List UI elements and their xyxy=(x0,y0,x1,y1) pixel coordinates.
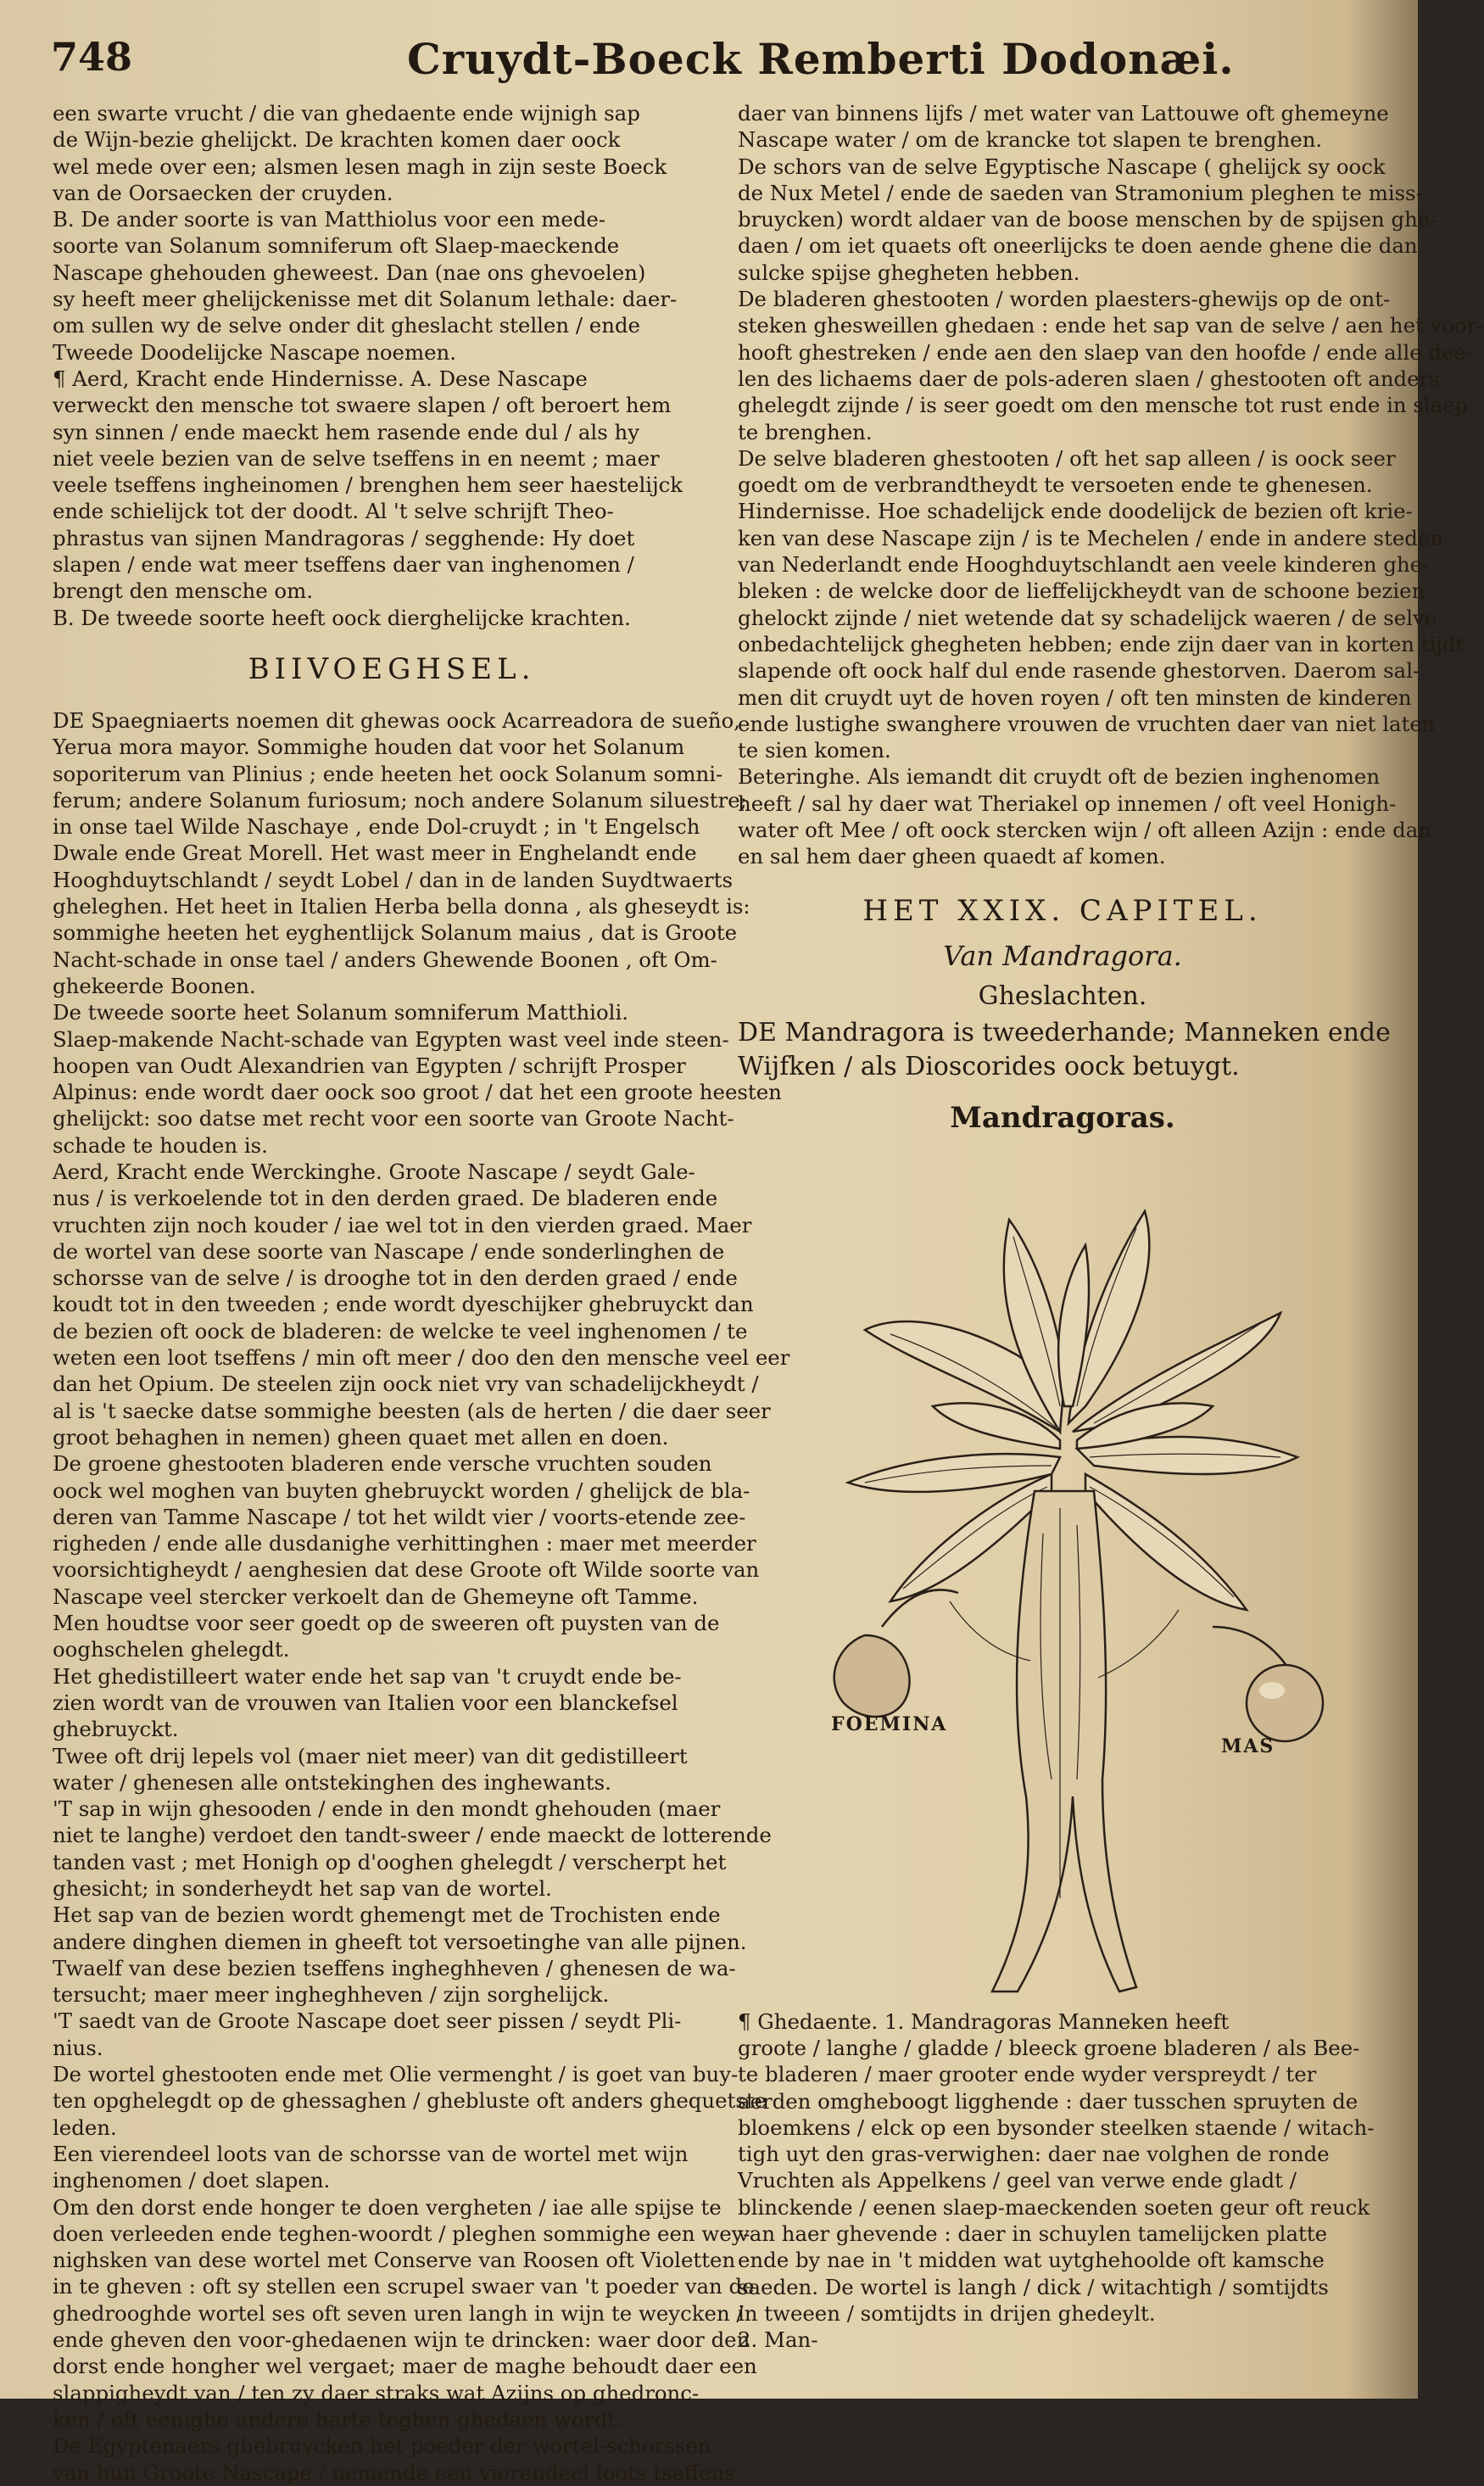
text-line: schorsse van de selve / is drooghe tot in den derden graed / ende xyxy=(53,1265,738,1291)
text-line: daen / om iet quaets oft oneerlijcks te doen aende ghene die dan xyxy=(738,233,1418,259)
text-line: in onse tael Wilde Naschaye , ende Dol-cruydt ; in 't Engelsch xyxy=(53,814,700,840)
text-line: ende gheven den voor-ghedaenen wijn te drincken: waer door den xyxy=(53,2327,750,2353)
figure-label-male: MAS xyxy=(1221,1735,1275,1757)
text-line: De groene ghestooten bladeren ende versche vruchten souden xyxy=(53,1451,712,1477)
text-line: Nascape ghehouden gheweest. Dan (nae ons ghevoelen) xyxy=(53,260,646,285)
text-line: koudt tot in den tweeden ; ende wordt dyeschijker ghebruyckt dan xyxy=(53,1292,754,1317)
text-line: steken ghesweillen ghedaen : ende het sap van de selve / aen het voor- xyxy=(738,313,1484,338)
text-line: ende lustighe swanghere vrouwen de vruchten daer van niet laten xyxy=(738,711,1436,736)
text-line: te bladeren / maer grooter ende wyder verspreydt / ter xyxy=(738,2062,1317,2087)
text-line: sulcke spijse ghegheten hebben. xyxy=(738,260,1080,285)
text-line: Beteringhe. Als iemandt dit cruydt oft de bezien inghenomen xyxy=(738,764,1381,790)
text-line: dorst ende hongher wel vergaet; maer de maghe behoudt daer een xyxy=(53,2354,757,2379)
text-line: hooft ghestreken / ende aen den slaep van den hoofde / ende alle dee- xyxy=(738,339,1474,365)
text-line: Het ghedistilleert water ende het sap van 't cruydt ende be- xyxy=(53,1663,682,1689)
text-line: een swarte vrucht / die van ghedaente ende wijnigh sap xyxy=(53,101,640,126)
chapter-title: Van Mandragora. xyxy=(943,939,1182,972)
text-line: heeft / sal hy daer wat Theriakel op innemen / oft veel Honigh- xyxy=(738,790,1397,816)
text-line: ten opghelegdt op de ghessaghen / ghebluste oft anders ghequetste xyxy=(53,2088,767,2114)
text-line: bruycken) wordt aldaer van de boose menschen by de spijsen ghe- xyxy=(738,207,1437,232)
text-line: ¶ Ghedaente. 1. Mandragoras Manneken heeft xyxy=(738,2008,1230,2034)
text-line: De bladeren ghestooten / worden plaesters-ghewijs op de ont- xyxy=(738,287,1391,312)
text-line: soorte van Solanum somniferum oft Slaep-maeckende xyxy=(53,233,620,259)
text-line: veele tseffens ingheinomen / brenghen hem seer haestelijck xyxy=(53,472,683,498)
right-text-top xyxy=(738,100,1484,870)
text-line: slapende oft oock half dul ende rasende ghestorven. Daerom sal- xyxy=(738,658,1420,684)
dropcap-paragraph xyxy=(738,1016,1391,1084)
text-line: bloemkens / elck op een bysonder steelken staende / witach- xyxy=(738,2114,1375,2140)
text-line: groot behaghen in nemen) gheen quaet met allen en doen. xyxy=(53,1424,669,1450)
text-line: 'T sap in wijn ghesooden / ende in den mondt ghehouden (maer xyxy=(53,1796,721,1822)
text-line: Om den dorst ende honger te doen vergheten / iae alle spijse te xyxy=(53,2194,722,2220)
left-text-top xyxy=(53,100,731,631)
text-line: hoopen van Oudt Alexandrien van Egypten / schrijft Prosper xyxy=(53,1053,686,1078)
text-line: DE Mandragora is tweederhande; Manneken ende xyxy=(738,1017,1391,1047)
text-line: De selve bladeren ghestooten / oft het sap alleen / is oock seer xyxy=(738,445,1396,471)
text-line: leden. xyxy=(53,2114,117,2140)
text-line: te brenghen. xyxy=(738,419,873,444)
text-line: Aerd, Kracht ende Werckinghe. Groote Nascape / seydt Gale- xyxy=(53,1159,695,1184)
text-line: slappigheydt van / ten zy daer straks wat Azijns op ghedronc- xyxy=(53,2380,700,2405)
text-line: deren van Tamme Nascape / tot het wildt vier / voorts-etende zee- xyxy=(53,1504,746,1529)
text-line: Twaelf van dese bezien tseffens ingheghheven / ghenesen de wa- xyxy=(53,1955,736,1980)
text-line: Twee oft drij lepels vol (maer niet meer) van dit gedistilleert xyxy=(53,1743,688,1768)
text-line: groote / langhe / gladde / bleeck groene bladeren / als Bee- xyxy=(738,2035,1360,2060)
text-line: Nacht-schade in onse tael / anders Ghewende Boonen , oft Om- xyxy=(53,947,717,972)
text-line: tigh uyt den gras-verwighen: daer nae volghen de ronde xyxy=(738,2142,1330,2167)
text-line: in te gheven : oft sy stellen een scrupel swaer van 't poeder van de xyxy=(53,2274,755,2299)
text-line: doen verleeden ende teghen-woordt / pleghen sommighe een wey- xyxy=(53,2221,750,2246)
text-line: nighsken van dese wortel met Conserve van Roosen oft Violetten xyxy=(53,2248,736,2273)
text-line: ferum; andere Solanum furiosum; noch andere Solanum siluestre; xyxy=(53,787,747,813)
text-line: niet veele bezien van de selve tseffens in en neemt ; maer xyxy=(53,445,660,471)
text-line: Tweede Doodelijcke Nascape noemen. xyxy=(53,339,456,365)
text-line: Yerua mora mayor. Sommighe houden dat voor het Solanum xyxy=(53,735,685,760)
text-line: vruchten zijn noch kouder / iae wel tot in den vierden graed. Maer xyxy=(53,1212,752,1237)
text-line: ooghschelen ghelegdt. xyxy=(53,1637,290,1662)
chapter-heading: HET XXIX. CAPITEL. xyxy=(862,893,1263,928)
text-line: phrastus van sijnen Mandragoras / segghende: Hy doet xyxy=(53,525,635,550)
text-line: De Egyptenaers ghebruycken het poeder der wortel-schorssen xyxy=(53,2433,711,2459)
text-line: sy heeft meer ghelijckenisse met dit Solanum lethale: daer- xyxy=(53,287,678,312)
text-line: van hun Groote Nascape / nemende een vierendeel loots tseffens xyxy=(53,2460,735,2485)
text-line: Alpinus: ende wordt daer oock soo groot / dat het een groote heesten xyxy=(53,1080,782,1105)
text-line: Dwale ende Great Morell. Het wast meer in Enghelandt ende xyxy=(53,841,697,866)
text-line: tersucht; maer meer ingheghheven / zijn sorghelijck. xyxy=(53,1982,610,2008)
text-line: de Nux Metel / ende de saeden van Stramonium pleghen te miss- xyxy=(738,180,1423,205)
text-line: wel mede over een; alsmen lesen magh in zijn seste Boeck xyxy=(53,154,667,179)
text-line: ghelockt zijnde / niet wetende dat sy schadelijck waeren / de selve xyxy=(738,605,1437,630)
text-line: daer van binnens lijfs / met water van Lattouwe oft ghemeyne xyxy=(738,101,1389,126)
text-line: van de Oorsaecken der cruyden. xyxy=(53,180,393,205)
text-line: Wijfken / als Dioscorides oock betuygt. xyxy=(738,1051,1240,1081)
text-line: ghelijckt: soo datse met recht voor een soorte van Groote Nacht- xyxy=(53,1106,734,1131)
page-header xyxy=(51,34,1367,93)
text-line: ende by nae in 't midden wat uytghehoolde oft kamsche xyxy=(738,2248,1325,2273)
section-heading: BIIVOEGHSEL. xyxy=(248,651,536,686)
text-line: Men houdtse voor seer goedt op de sweeren oft puysten van de xyxy=(53,1611,720,1636)
text-line: ken / oft eenighe andere harte teghen ghedaen wordt. xyxy=(53,2406,622,2432)
mandrake-illustration xyxy=(738,1152,1387,2008)
text-line: goedt om de verbrandtheydt te versoeten ende te ghenesen. xyxy=(738,472,1373,498)
text-line: oock wel moghen van buyten ghebruyckt worden / ghelijck de bla- xyxy=(53,1478,750,1503)
text-line: 2. Man- xyxy=(738,2327,818,2353)
text-line: blinckende / eenen slaep-maeckenden soeten geur oft reuck xyxy=(738,2194,1370,2220)
text-line: B. De tweede soorte heeft oock dierghelijcke krachten. xyxy=(53,605,631,630)
text-line: ghebruyckt. xyxy=(53,1717,179,1742)
text-line: aerden omgheboogt ligghende : daer tusschen spruyten de xyxy=(738,2088,1358,2114)
text-line: saeden. De wortel is langh / dick / witachtigh / somtijdts xyxy=(738,2274,1329,2299)
text-line: len des lichaems daer de pols-aderen slaen / ghestooten oft anders xyxy=(738,366,1440,391)
text-line: bleken : de welcke door de lieffelijckheydt van de schoone bezien xyxy=(738,578,1425,604)
figure-label-female: FOEMINA xyxy=(831,1712,948,1735)
text-line: soporiterum van Plinius ; ende heeten het oock Solanum somni- xyxy=(53,761,723,786)
text-line: zien wordt van de vrouwen van Italien voor een blanckefsel xyxy=(53,1690,678,1715)
right-column xyxy=(738,100,1484,2353)
text-line: ghedrooghde wortel ses oft seven uren langh in wijn te weycken / xyxy=(53,2300,744,2326)
text-line: niet te langhe) verdoet den tandt-sweer / ende maeckt de lotterende xyxy=(53,1823,772,1848)
text-line: verweckt den mensche tot swaere slapen / oft beroert hem xyxy=(53,393,672,418)
text-line: ende schielijck tot der doodt. Al 't selve schrijft Theo- xyxy=(53,499,614,524)
text-line: slapen / ende wat meer tseffens daer van inghenomen / xyxy=(53,552,634,578)
text-line: Een vierendeel loots van de schorsse van de wortel met wijn xyxy=(53,2141,689,2166)
text-line: onbedachtelijck ghegheten hebben; ende zijn daer van in korten tijdt xyxy=(738,631,1464,656)
text-line: Het sap van de bezien wordt ghemengt met de Trochisten ende xyxy=(53,1902,721,1928)
text-line: gheleghen. Het heet in Italien Herba bella donna , als gheseydt is: xyxy=(53,894,750,919)
page-number: 748 xyxy=(51,34,133,80)
section-subheading: Gheslachten. xyxy=(978,980,1147,1011)
plant-name: Mandragoras. xyxy=(950,1100,1175,1135)
text-line: ghesicht; in sonderheydt het sap van de wortel. xyxy=(53,1876,552,1901)
text-line: Nascape water / om de krancke tot slapen te brenghen. xyxy=(738,127,1323,153)
text-line: DE Spaegniaerts noemen dit ghewas oock Acarreadora de sueño, xyxy=(53,707,741,733)
text-line: Nascape veel stercker verkoelt dan de Ghemeyne oft Tamme. xyxy=(53,1584,699,1609)
text-line: inghenomen / doet slapen. xyxy=(53,2168,331,2193)
text-line: De tweede soorte heet Solanum somniferum Matthioli. xyxy=(53,1000,629,1025)
right-text-bottom xyxy=(738,2008,1387,2354)
text-line: en sal hem daer gheen quaedt af komen. xyxy=(738,844,1166,869)
text-line: nus / is verkoelende tot in den derden graed. De bladeren ende xyxy=(53,1186,718,1211)
text-line: schade te houden is. xyxy=(53,1132,268,1158)
text-line: De wortel ghestooten ende met Olie vermenght / is goet van buy- xyxy=(53,2062,739,2087)
text-line: B. De ander soorte is van Matthiolus voor een mede- xyxy=(53,207,606,232)
text-line: nius. xyxy=(53,2035,103,2060)
text-line: Vruchten als Appelkens / geel van verwe ende gladt / xyxy=(738,2168,1297,2193)
text-line: Hooghduytschlandt / seydt Lobel / dan in de landen Suydtwaerts xyxy=(53,867,733,892)
text-line: righeden / ende alle dusdanighe verhittinghen : maer met meerder xyxy=(53,1531,756,1556)
text-line: ken van dese Nascape zijn / is te Mechelen / ende in andere steden xyxy=(738,525,1444,550)
text-line: syn sinnen / ende maeckt hem rasende ende dul / als hy xyxy=(53,419,639,444)
text-line: 'T saedt van de Groote Nascape doet seer pissen / seydt Pli- xyxy=(53,2008,682,2034)
text-line: weten een loot tseffens / min oft meer / doo den den mensche veel eer xyxy=(53,1345,790,1371)
text-line: De schors van de selve Egyptische Nascape ( ghelijck sy oock xyxy=(738,154,1386,179)
text-line: men dit cruydt uyt de hoven royen / oft ten minsten de kinderen xyxy=(738,684,1412,710)
text-line: te sien komen. xyxy=(738,738,891,763)
text-line: dan het Opium. De steelen zijn oock niet vry van schadelijckheydt / xyxy=(53,1371,759,1397)
text-line: van haer ghevende : daer in schuylen tamelijcken platte xyxy=(738,2221,1328,2246)
text-line: ghekeerde Boonen. xyxy=(53,973,256,998)
text-line: water / ghenesen alle ontstekinghen des inghewants. xyxy=(53,1769,611,1795)
text-line: voorsichtigheydt / aenghesien dat dese Groote oft Wilde soorte van xyxy=(53,1557,760,1583)
mandrake-woodcut xyxy=(738,1152,1387,2008)
text-line: ¶ Aerd, Kracht ende Hindernisse. A. Dese Nascape xyxy=(53,366,588,391)
text-line: de bezien oft oock de bladeren: de welcke te veel inghenomen / te xyxy=(53,1318,748,1344)
text-line: de wortel van dese soorte van Nascape / ende sonderlinghen de xyxy=(53,1238,725,1264)
text-line: om sullen wy de selve onder dit gheslacht stellen / ende xyxy=(53,313,640,338)
running-title: Cruydt-Boeck Remberti Dodonæi. xyxy=(407,34,1235,84)
text-line: water oft Mee / oft oock stercken wijn / oft alleen Azijn : ende dan xyxy=(738,818,1431,843)
text-line: tanden vast ; met Honigh op d'ooghen ghelegdt / verscherpt het xyxy=(53,1849,727,1874)
text-line: in tweeen / somtijdts in drijen ghedeylt. xyxy=(738,2300,1156,2326)
text-line: al is 't saecke datse sommighe beesten (als de herten / die daer seer xyxy=(53,1398,771,1423)
text-line: ghelegdt zijnde / is seer goedt om den mensche tot rust ende in slaep xyxy=(738,393,1469,418)
text-line: andere dinghen diemen in gheeft tot versoetinghe van alle pijnen. xyxy=(53,1929,747,1954)
text-line: sommighe heeten het eyghentlijck Solanum maius , dat is Groote xyxy=(53,920,738,946)
text-line: Hindernisse. Hoe schadelijck ende doodelijck de bezien oft krie- xyxy=(738,499,1413,524)
text-line: van Nederlandt ende Hooghduytschlandt aen veele kinderen ghe- xyxy=(738,552,1430,578)
text-line: Slaep-makende Nacht-schade van Egypten wast veel inde steen- xyxy=(53,1026,729,1052)
text-line: brengt den mensche om. xyxy=(53,578,314,604)
text-line: de Wijn-bezie ghelijckt. De krachten komen daer oock xyxy=(53,127,621,153)
